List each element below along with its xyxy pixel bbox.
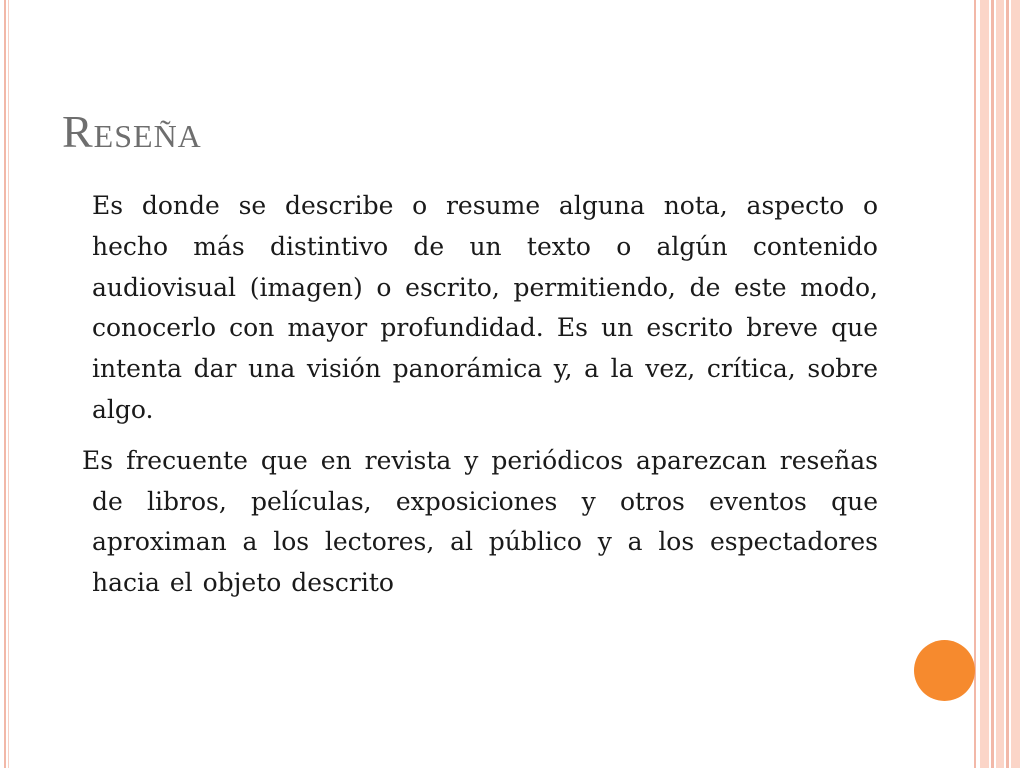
left-frame-line — [4, 0, 6, 768]
decorative-circle — [914, 640, 975, 701]
right-stripe — [980, 0, 989, 768]
right-stripe — [996, 0, 1004, 768]
slide-title: Reseña — [62, 106, 202, 157]
body-paragraph: Es donde se describe o resume alguna nota, aspecto o hecho más distintivo de un texto o algún contenido audiovisual (imagen) o escrito, permitiendo, de este modo, conocerlo con mayor profundidad. Es un escrito breve que intenta dar una visión panorámica y, a la vez, crítica, sobre algo. — [92, 191, 878, 424]
right-stripe — [991, 0, 994, 768]
right-stripe — [1011, 0, 1020, 768]
slide-body — [70, 186, 878, 604]
left-frame-line-inner — [8, 0, 9, 768]
body-paragraph: Es frecuente que en revista y periódicos aparezcan reseñas de libros, películas, exposiciones y otros eventos que aproximan a los lectores, al público y a los espectadores hacia el objeto descrito — [82, 445, 878, 598]
right-stripe — [1006, 0, 1009, 768]
right-stripe — [974, 0, 976, 768]
